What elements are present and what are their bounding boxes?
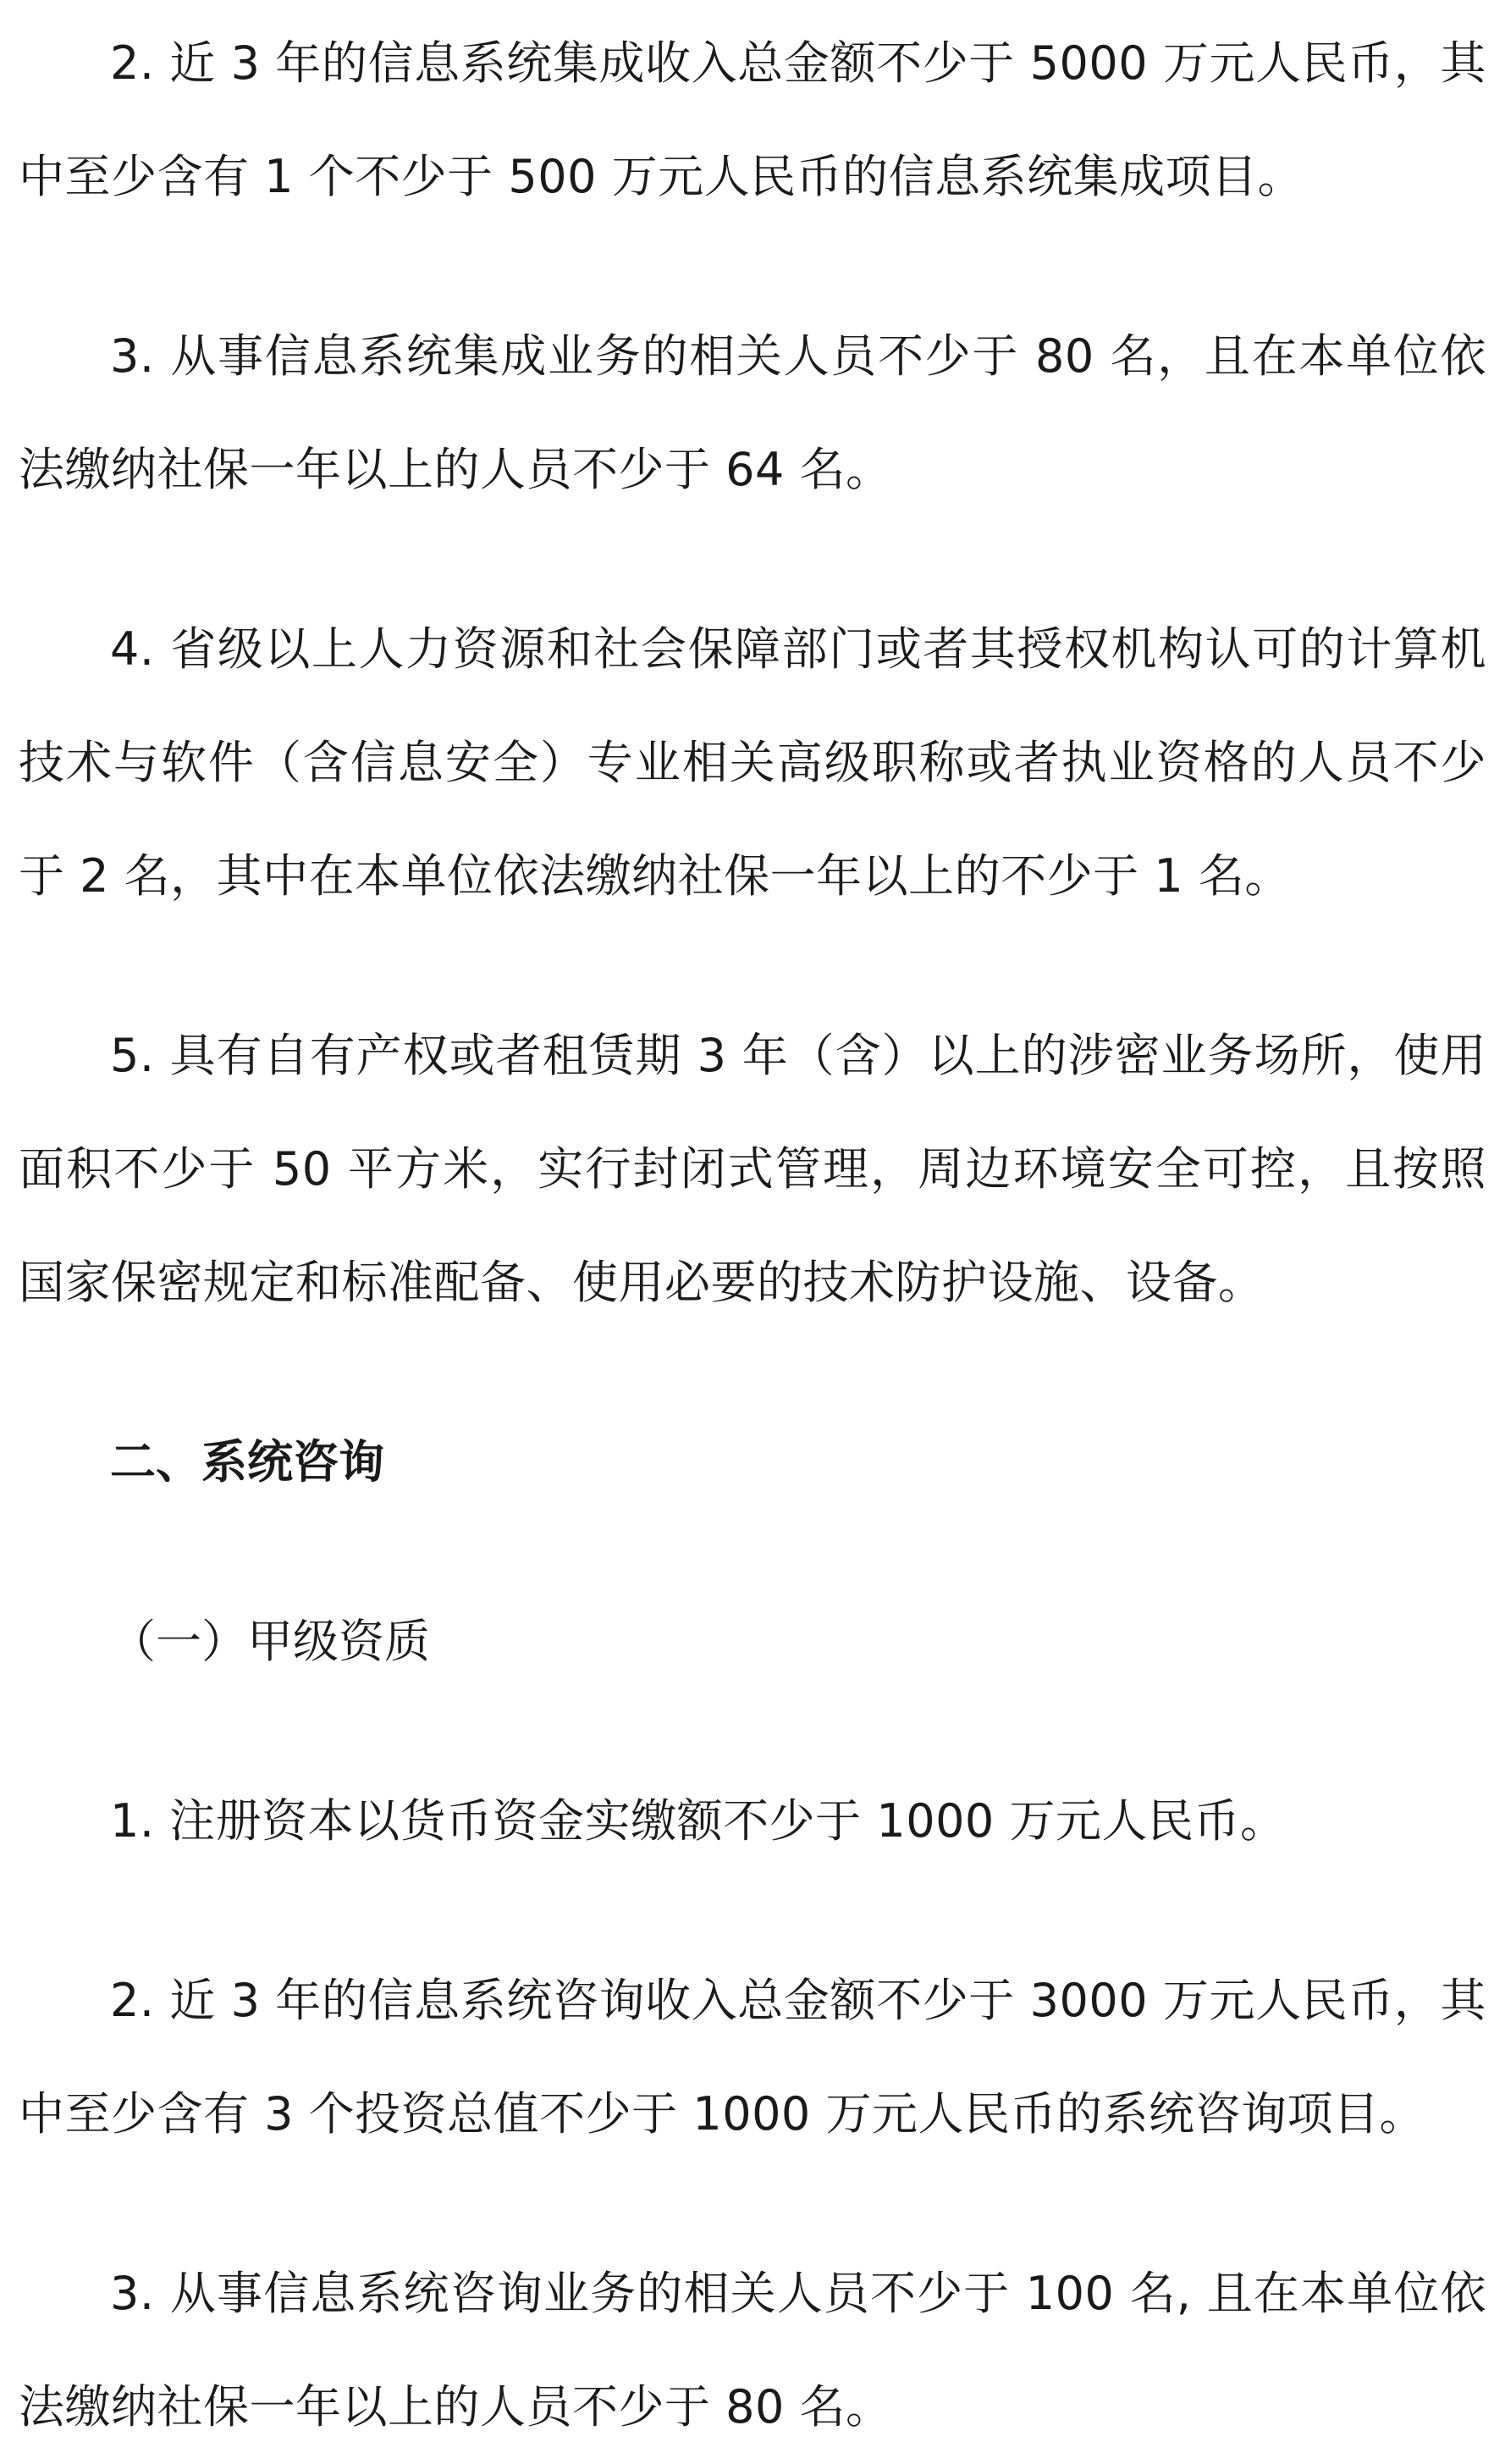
subsection-heading: （一）甲级资质 [110, 1615, 430, 1668]
section-heading: 二、系统咨询 [110, 1435, 384, 1489]
paragraph-sub-item-3: 3. 从事信息系统咨询业务的相关人员不少于 100 名, 且在本单位依法缴纳社保一年以上的人员不少于 80 名。 [19, 2267, 1486, 2434]
paragraph-sub-item-1: 1. 注册资本以货币资金实缴额不少于 1000 万元人民币。 [110, 1794, 1287, 1848]
paragraph-item-5: 5. 具有自有产权或者租赁期 3 年（含）以上的涉密业务场所，使用面积不少于 50 平方米，实行封闭式管理，周边环境安全可控，且按照国家保密规定和标准配备、使用必要的技术防护设施、设备。 [19, 1029, 1486, 1309]
document-body [19, 0, 1486, 2464]
paragraph-item-3: 3. 从事信息系统集成业务的相关人员不少于 80 名，且在本单位依法缴纳社保一年以上的人员不少于 64 名。 [19, 329, 1486, 496]
paragraph-sub-item-2: 2. 近 3 年的信息系统咨询收入总金额不少于 3000 万元人民币，其中至少含有 3 个投资总值不少于 1000 万元人民币的系统咨询项目。 [19, 1974, 1486, 2141]
paragraph-item-4: 4. 省级以上人力资源和社会保障部门或者其授权机构认可的计算机技术与软件（含信息安全）专业相关高级职称或者执业资格的人员不少于 2 名，其中在本单位依法缴纳社保一年以上的不少于 1 名。 [19, 622, 1486, 903]
paragraph-item-2: 2. 近 3 年的信息系统集成收入总金额不少于 5000 万元人民币，其中至少含有 1 个不少于 500 万元人民币的信息系统集成项目。 [19, 36, 1486, 203]
